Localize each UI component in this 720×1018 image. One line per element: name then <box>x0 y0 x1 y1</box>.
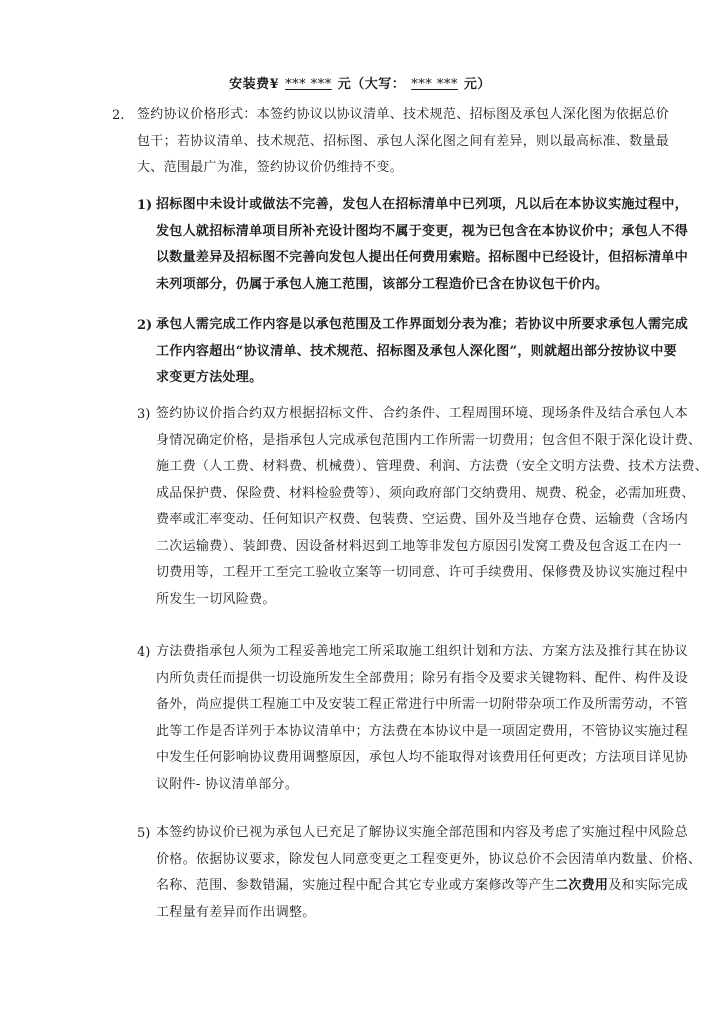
section-paragraph <box>137 102 669 182</box>
item-line: 本签约协议价已视为承包人已充足了解协议实施全部范围和内容及考虑了实施过程中风险总 <box>156 825 689 840</box>
item-line: 未列项部分，仍属于承包人施工范围，该部分工程造价已含在协议包干价内。 <box>156 276 609 292</box>
item-line: 价格。依据协议要求，除发包人同意变更之工程变更外，协议总价不会因清单内数量、价格、 <box>156 851 702 867</box>
fee-close: 元） <box>463 77 491 92</box>
item-line: 方法费指承包人须为工程妥善地完工所采取施工组织计划和方法、方案方法及推行其在协议 <box>156 644 689 659</box>
fee-label: 安装费¥ <box>229 77 280 92</box>
item-3-paragraph <box>156 401 708 613</box>
item-line-text: 名称、范围、参数错漏，实施过程中配合其它专业或方案修改等产生 <box>156 878 556 893</box>
section-line: 签约协议价格形式：本签约协议以协议清单、技术规范、招标图及承包人深化图为依据总价 <box>137 107 670 122</box>
item-line: 内所负责任而提供一切设施所发生全部费用；除另有指令及要求关键物料、配件、构件及设 <box>156 670 689 686</box>
item-2-number: 2) <box>137 318 153 333</box>
fee-amount: *** *** <box>285 77 332 92</box>
item-line: 中发生任何影响协议费用调整原因，承包人均不能取得对该费用任何更改；方法项目详见协 <box>156 750 689 765</box>
item-4-number: 4) <box>137 645 151 660</box>
item-line: 议附件- 协议清单部分。 <box>156 776 299 792</box>
item-line: 所发生一切风险费。 <box>156 591 276 607</box>
item-line: 此等工作是否详列于本协议清单中；方法费在本协议中是一项固定费用，不管协议实施过程 <box>156 723 689 739</box>
section-number: 2. <box>112 108 125 123</box>
item-line: 成品保护费、保险费、材料检验费等）、须向政府部门交纳费用、规费、税金，必需加班费、 <box>156 485 695 501</box>
item-line: 工程量有差异而作出调整。 <box>156 904 316 920</box>
item-line: 承包人需完成工作内容是以承包范围及工作界面划分表为准；若协议中所要求承包人需完成 <box>156 317 689 332</box>
item-line: 费率或汇率变动、任何知识产权费、包装费、空运费、国外及当地存仓费、运输费（含场内 <box>156 512 689 527</box>
item-line: 工作内容超出“协议清单、技术规范、招标图及承包人深化图”，则就超出部分按协议中要 <box>156 343 677 359</box>
item-line: 招标图中未设计或做法不完善，发包人在招标清单中已列项，凡以后在本协议实施过程中， <box>156 197 689 212</box>
item-5-paragraph <box>156 820 701 926</box>
item-1-number: 1) <box>137 198 153 213</box>
item-line: 施工费（人工费、材料费、机械费）、管理费、利润、方法费（安全文明方法费、技术方法费、 <box>156 459 709 474</box>
item-line: 二次运输费）、装卸费、因设备材料迟到工地等非发包方原因引发窝工费及包含返工在内一 <box>156 538 682 554</box>
item-line: 备外，尚应提供工程施工中及安装工程正常进行中所需一切附带杂项工作及所需劳动，不管 <box>156 697 689 712</box>
installation-fee-line <box>0 73 720 92</box>
item-4-paragraph <box>156 639 688 798</box>
item-line: 发包人就招标清单项目所补充设计图均不属于变更，视为已包含在本协议价中；承包人不得 <box>156 223 689 239</box>
item-line-text: 及和实际完成 <box>608 878 689 893</box>
section-line: 包干；若协议清单、技术规范、招标图、承包人深化图之间有差异，则以最高标准、数量最 <box>137 133 670 149</box>
item-line <box>156 873 701 900</box>
item-3-number: 3) <box>137 407 151 422</box>
item-line: 身情况确定价格，是指承包人完成承包范围内工作所需一切费用；包含但不限于深化设计费、 <box>156 432 702 448</box>
fee-amount-caps: *** *** <box>411 77 458 92</box>
item-line: 签约协议价指合约双方根据招标文件、合约条件、工程周围环境、现场条件及结合承包人本 <box>156 406 689 421</box>
item-2-paragraph <box>156 312 688 392</box>
item-line: 以数量差异及招标图不完善向发包人提出任何费用索赔。招标图中已经设计，但招标清单中 <box>156 250 689 265</box>
section-line: 大、范围最广为准，签约协议价仍维持不变。 <box>137 160 404 175</box>
secondary-cost-emphasis: 二次费用 <box>555 878 609 893</box>
item-1-paragraph <box>156 192 688 298</box>
item-line: 切费用等，工程开工至完工验收立案等一切同意、许可手续费用、保修费及协议实施过程中 <box>156 565 689 580</box>
fee-unit: 元（大写： <box>337 77 406 92</box>
item-line: 求变更方法处理。 <box>156 370 263 385</box>
item-5-number: 5) <box>137 826 151 841</box>
